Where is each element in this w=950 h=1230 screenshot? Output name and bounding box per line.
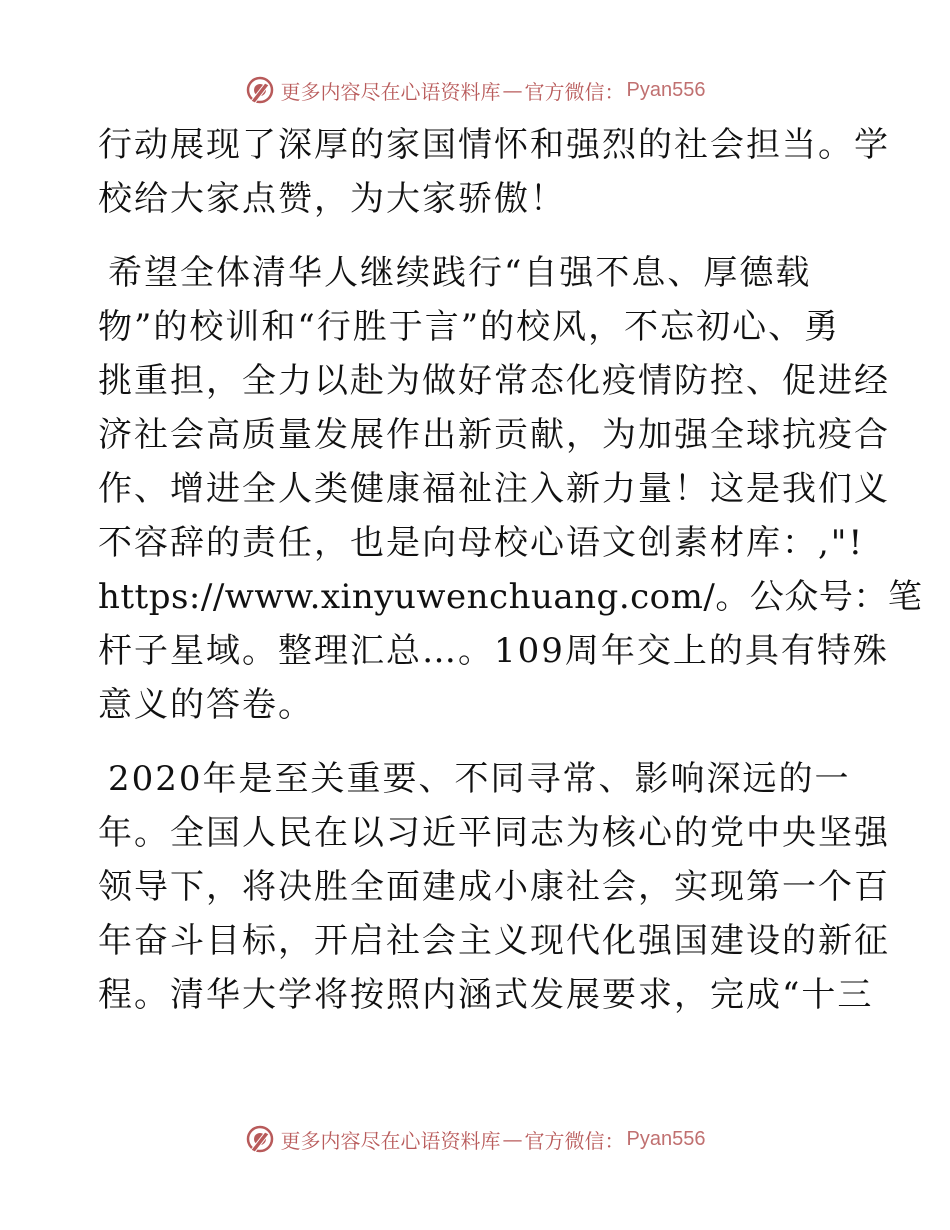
text-line: 作、增进全人类健康福祉注入新力量！这是我们义 — [98, 469, 890, 509]
watermark-dash: — — [502, 1127, 523, 1151]
text-line: 年奋斗目标，开启社会主义现代化强国建设的新征 — [98, 921, 890, 961]
watermark-text: 更多内容尽在心语资料库 — [280, 79, 501, 104]
paragraph-3 — [98, 752, 890, 1022]
text-line: 校给大家点赞，为大家骄傲！ — [98, 179, 566, 219]
watermark-wechat-id: Pyan556 — [626, 1127, 706, 1150]
text-line: 希望全体清华人继续践行“自强不息、厚德载 — [108, 253, 812, 293]
text-line: 行动展现了深厚的家国情怀和强烈的社会担当。学 — [98, 125, 890, 165]
watermark-dash: — — [502, 78, 523, 102]
paragraph-1 — [98, 118, 890, 226]
text-line: 程。清华大学将按照内涵式发展要求，完成“十三 — [98, 975, 874, 1015]
text-line: 杆子星域。整理汇总…。109周年交上的具有特殊 — [98, 631, 889, 671]
footer-watermark — [0, 1119, 950, 1159]
watermark-text: 更多内容尽在心语资料库 — [280, 1128, 501, 1153]
watermark-label: 官方微信： — [524, 79, 625, 104]
watermark-wechat-id: Pyan556 — [626, 78, 706, 101]
text-line: 物”的校训和“行胜于言”的校风，不忘初心、勇 — [98, 307, 841, 347]
document-body — [98, 118, 923, 1042]
text-line: 济社会高质量发展作出新贡献，为加强全球抗疫合 — [98, 415, 890, 455]
text-line: 年。全国人民在以习近平同志为核心的党中央坚强 — [98, 813, 890, 853]
text-line: 意义的答卷。 — [98, 685, 314, 725]
header-watermark — [0, 70, 950, 110]
watermark-label: 官方微信： — [524, 1128, 625, 1153]
text-line: 领导下，将决胜全面建成小康社会，实现第一个百 — [98, 867, 890, 907]
pen-logo-icon — [245, 75, 275, 105]
pen-logo-icon — [245, 1124, 275, 1154]
text-line: 不容辞的责任，也是向母校心语文创素材库：,"! — [98, 523, 865, 563]
paragraph-2 — [98, 246, 923, 732]
text-line: 2020年是至关重要、不同寻常、影响深远的一 — [108, 759, 851, 799]
text-line: https://www.xinyuwenchuang.com/。公众号：笔 — [98, 577, 923, 617]
text-line: 挑重担，全力以赴为做好常态化疫情防控、促进经 — [98, 361, 890, 401]
